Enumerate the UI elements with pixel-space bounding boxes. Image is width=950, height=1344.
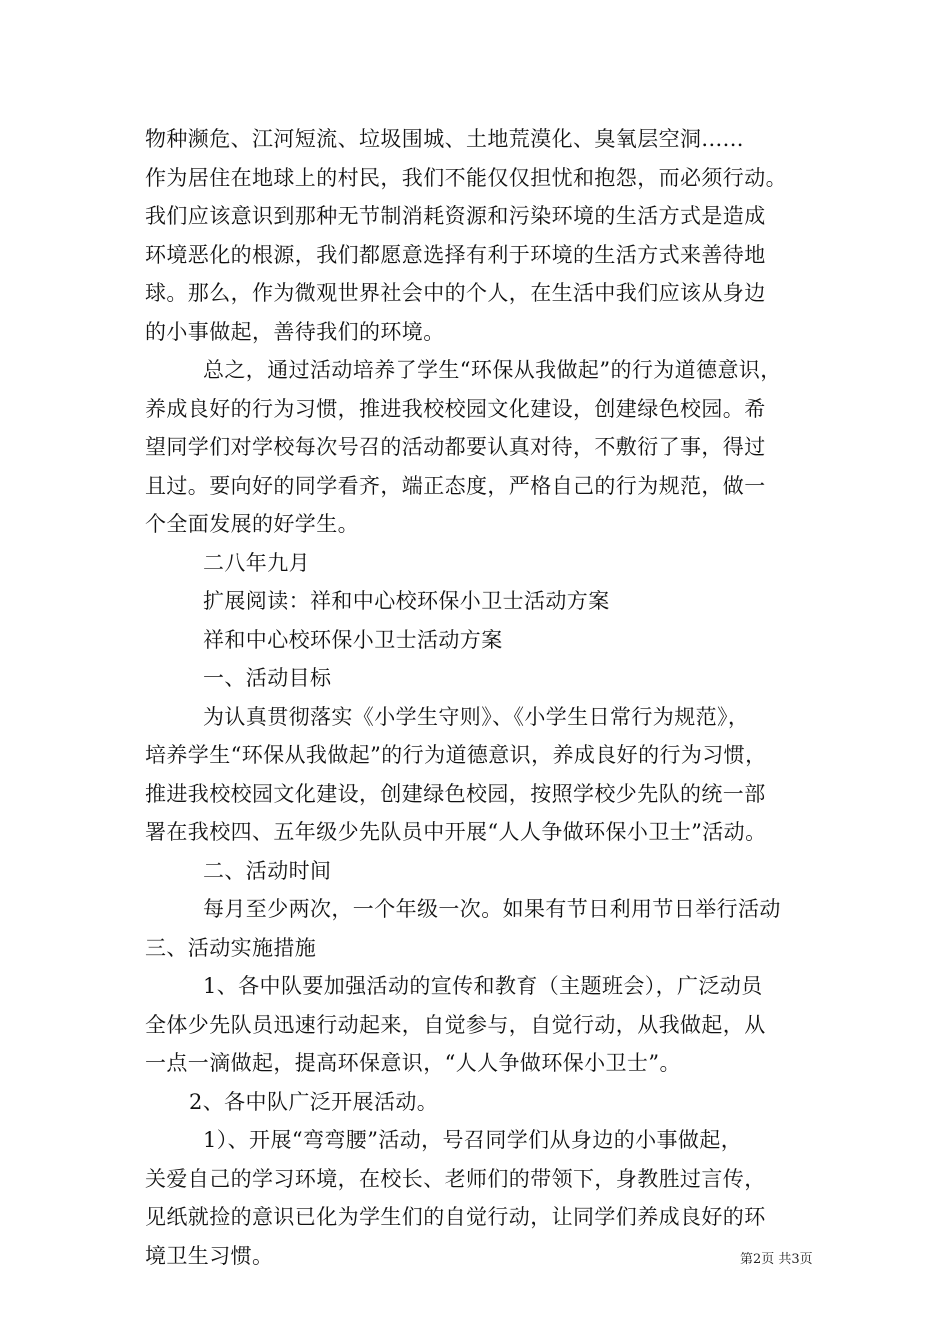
page-number-footer: 第2页 共3页 (740, 1252, 813, 1267)
date-line: 二八年九月 (203, 550, 310, 575)
heading-goal: 一、活动目标 (203, 666, 332, 690)
text-line: 作为居住在地球上的村民，我们不能仅仅担忧和抱怨，而必须行动。 (145, 165, 787, 190)
paragraph-start: 总之，通过活动培养了学生“环保从我做起”的行为道德意识， (203, 358, 782, 382)
text-line: 全体少先队员迅速行动起来，自觉参与，自觉行动，从我做起，从 (145, 1012, 766, 1037)
paragraph-start: 1）、开展“弯弯腰”活动，号召同学们从身边的小事做起， (203, 1128, 743, 1152)
section-title: 祥和中心校环保小卫士活动方案 (203, 627, 503, 652)
text-line: 环境恶化的根源，我们都愿意选择有利于环境的生活方式来善待地 (145, 242, 766, 267)
text-line: 一点一滴做起，提高环保意识，“人人争做环保小卫士”。 (145, 1051, 681, 1075)
text-line: 培养学生“环保从我做起”的行为道德意识，养成良好的行为习惯， (145, 743, 767, 767)
text-line: 推进我校校园文化建设，创建绿色校园，按照学校少先队的统一部 (145, 781, 766, 806)
heading-measures: 三、活动实施措施 (145, 935, 317, 960)
heading-time: 二、活动时间 (203, 858, 332, 883)
text-line: 的小事做起，善待我们的环境。 (145, 319, 445, 344)
text-line: 球。那么，作为微观世界社会中的个人，在生活中我们应该从身边 (145, 281, 766, 305)
text-line: 且过。要向好的同学看齐，端正态度，严格自己的行为规范，做一 (145, 473, 766, 498)
text-line: 物种濒危、江河短流、垃圾围城、土地荒漠化、臭氧层空洞...... (145, 127, 744, 151)
text-line: 养成良好的行为习惯，推进我校校园文化建设，创建绿色校园。希 (145, 396, 766, 421)
text-line: 境卫生习惯。 (145, 1243, 274, 1268)
paragraph-start: 1、各中队要加强活动的宣传和教育（主题班会），广泛动员 (203, 974, 763, 998)
paragraph-start: 为认真贯彻落实《小学生守则》、《小学生日常行为规范》， (203, 704, 750, 729)
text-line: 署在我校四、五年级少先队员中开展“人人争做环保小卫士”活动。 (145, 820, 767, 844)
document-body (145, 120, 815, 1275)
paragraph-start: 每月至少两次，一个年级一次。如果有节日利用节日举行活动 (203, 897, 781, 921)
text-line: 关爱自己的学习环境，在校长、老师们的带领下，身教胜过言传， (145, 1166, 766, 1191)
paragraph-start: 2、各中队广泛开展活动。 (189, 1089, 439, 1114)
text-line: 我们应该意识到那种无节制消耗资源和污染环境的生活方式是造成 (145, 204, 766, 228)
text-line: 个全面发展的好学生。 (145, 512, 359, 536)
text-line: 望同学们对学校每次号召的活动都要认真对待，不敷衍了事，得过 (145, 435, 766, 459)
text-line: 见纸就捡的意识已化为学生们的自觉行动，让同学们养成良好的环 (145, 1205, 766, 1229)
extended-reading-line: 扩展阅读：祥和中心校环保小卫士活动方案 (203, 589, 610, 613)
